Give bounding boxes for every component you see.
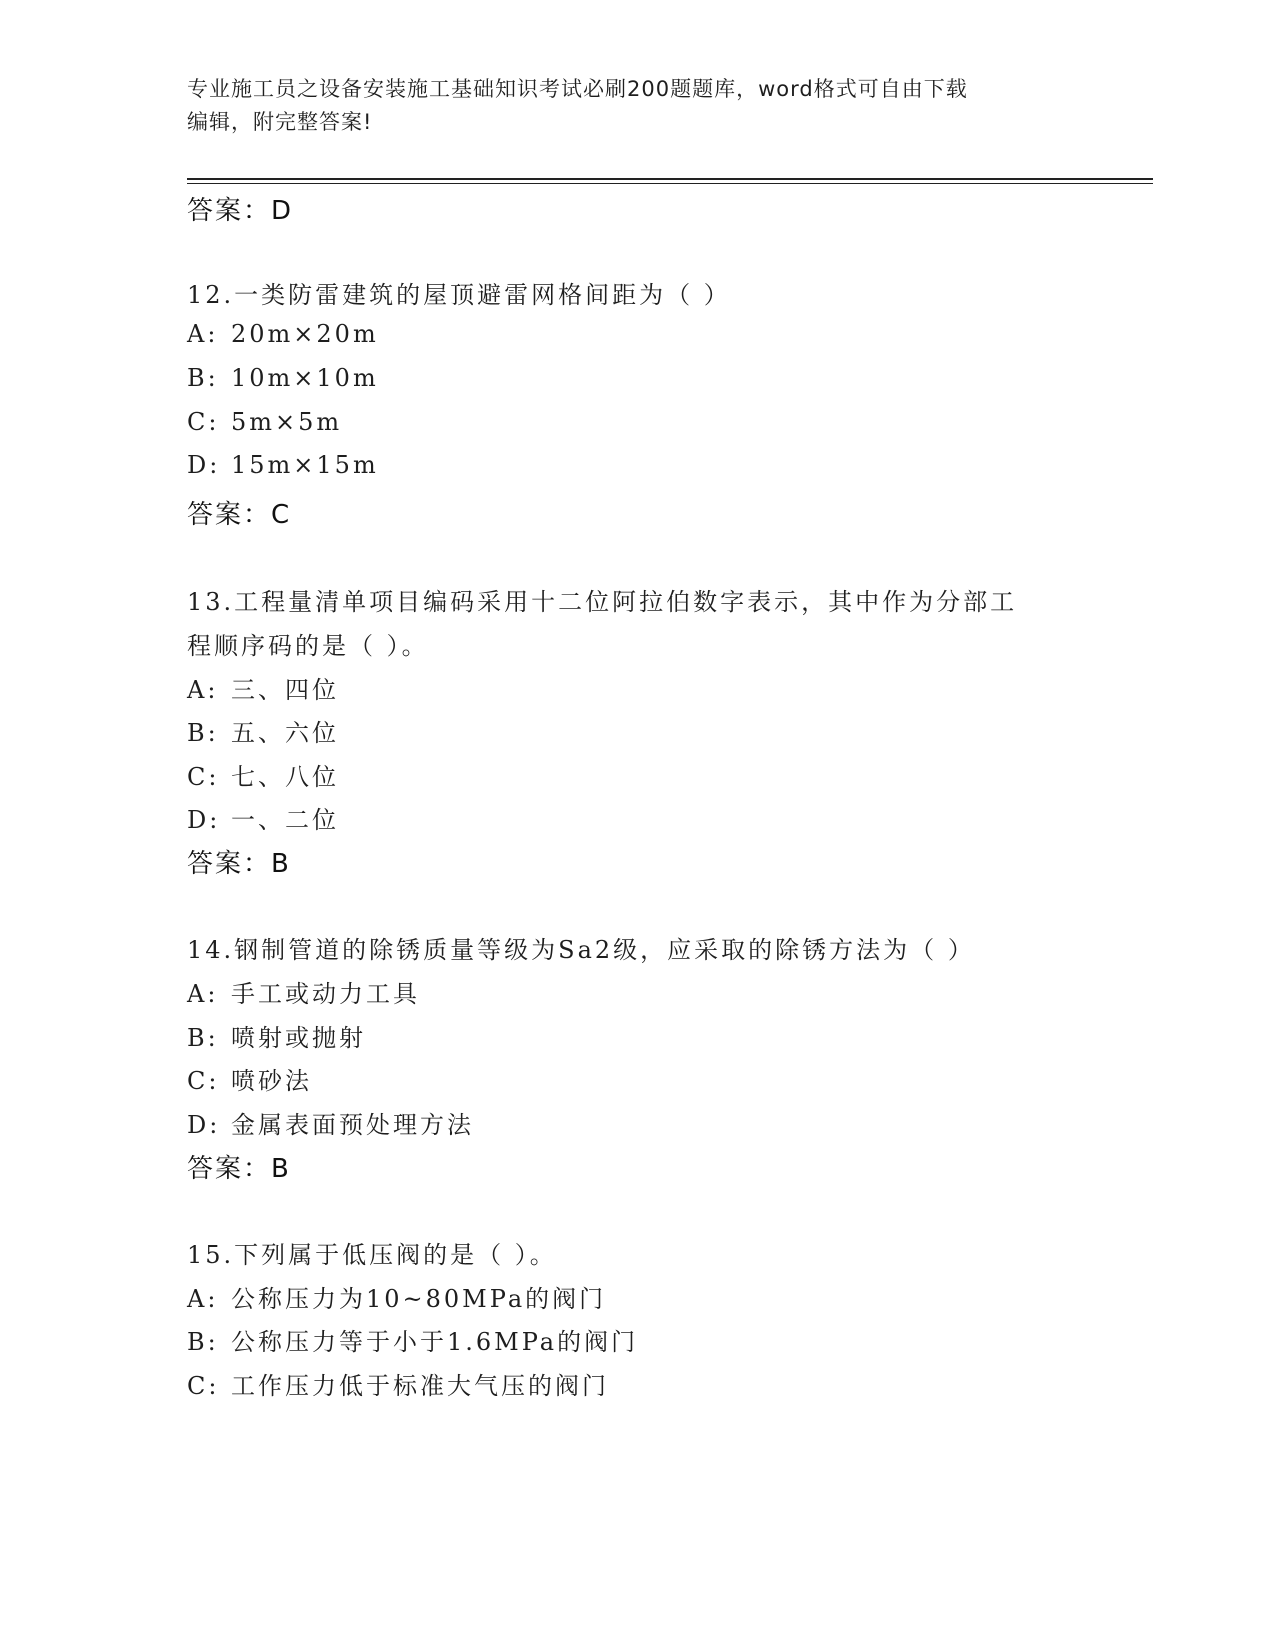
option-label: D: (187, 451, 221, 479)
question-13-stem-line-1: 13.工程量清单项目编码采用十二位阿拉伯数字表示，其中作为分部工 (187, 588, 1018, 616)
option-text: 5m×5m (231, 408, 343, 436)
option-label: B: (187, 364, 219, 392)
question-14-option-d (187, 1105, 474, 1140)
option-text: 金属表面预处理方法 (231, 1111, 474, 1139)
option-text: 手工或动力工具 (231, 980, 420, 1008)
option-label: C: (187, 408, 220, 436)
option-text: 20m×20m (231, 320, 379, 348)
answer-12: 答案：C (187, 500, 292, 530)
option-text: 公称压力等于小于1.6MPa的阀门 (231, 1328, 639, 1356)
question-15-option-a (187, 1279, 606, 1314)
question-12-stem: 12.一类防雷建筑的屋顶避雷网格间距为（ ） (187, 281, 731, 309)
answer-11: 答案：D (187, 196, 294, 226)
option-text: 喷射或抛射 (231, 1024, 366, 1052)
option-label: D: (187, 1111, 221, 1139)
option-label: C: (187, 1372, 220, 1400)
option-text: 一、二位 (231, 806, 339, 834)
question-15-option-c (187, 1366, 609, 1401)
option-label: C: (187, 763, 220, 791)
option-text: 工作压力低于标准大气压的阀门 (231, 1372, 609, 1400)
option-label: C: (187, 1067, 220, 1095)
option-label: B: (187, 1328, 219, 1356)
question-12-option-d (187, 451, 379, 479)
question-14-option-c (187, 1061, 312, 1096)
option-label: D: (187, 806, 221, 834)
option-text: 五、六位 (231, 719, 339, 747)
option-text: 七、八位 (231, 763, 339, 791)
question-14-option-a (187, 974, 420, 1009)
document-header (187, 73, 1067, 139)
question-15-stem: 15.下列属于低压阀的是（ ）。 (187, 1241, 557, 1269)
question-13-option-d (187, 800, 339, 835)
answer-14: 答案：B (187, 1154, 291, 1184)
question-13-option-a (187, 670, 339, 705)
question-14-option-b (187, 1018, 366, 1053)
question-12-option-c (187, 408, 342, 436)
option-label: A: (187, 676, 219, 704)
answer-13: 答案：B (187, 849, 291, 879)
option-text: 三、四位 (231, 676, 339, 704)
header-divider-thick (187, 178, 1153, 180)
question-13-stem-line-2: 程顺序码的是（ ）。 (187, 632, 429, 660)
header-line-2: 编辑，附完整答案! (187, 110, 373, 134)
option-text: 15m×15m (231, 451, 379, 479)
question-14-stem: 14.钢制管道的除锈质量等级为Sa2级，应采取的除锈方法为（ ） (187, 936, 975, 964)
option-text: 10m×10m (231, 364, 379, 392)
option-label: B: (187, 1024, 219, 1052)
question-12-option-b (187, 364, 379, 392)
option-text: 喷砂法 (231, 1067, 312, 1095)
header-line-1: 专业施工员之设备安装施工基础知识考试必刷200题题库，word格式可自由下载 (187, 77, 968, 101)
question-15-option-b (187, 1322, 638, 1357)
option-label: A: (187, 980, 219, 1008)
option-label: A: (187, 320, 219, 348)
option-text: 公称压力为10~80MPa的阀门 (231, 1285, 607, 1313)
header-divider-thin (187, 183, 1153, 184)
option-label: A: (187, 1285, 219, 1313)
question-13-option-b (187, 713, 339, 748)
option-label: B: (187, 719, 219, 747)
question-12-option-a (187, 320, 379, 348)
question-13-option-c (187, 757, 339, 792)
